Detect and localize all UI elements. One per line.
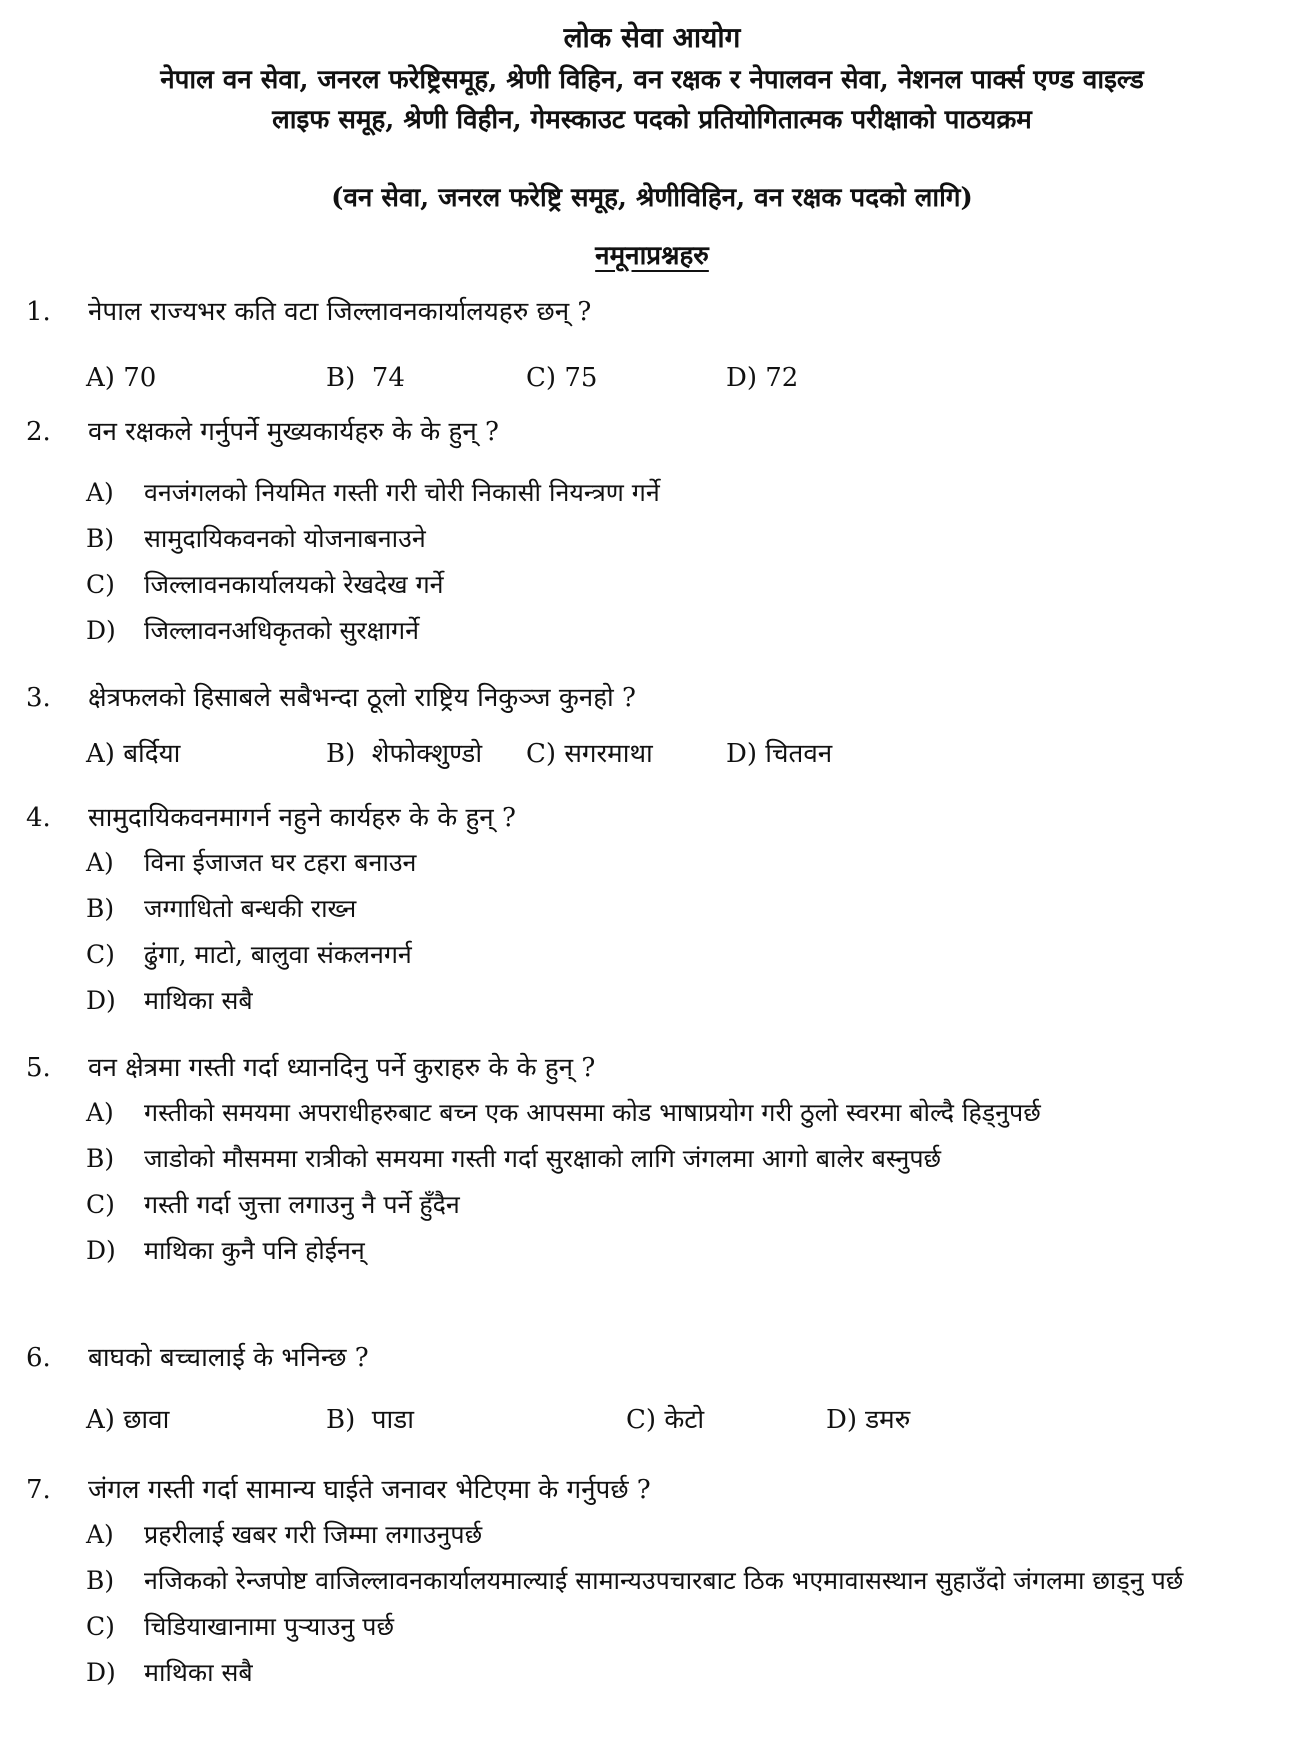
- option-d: D) चितवन: [726, 739, 833, 769]
- question-text: वन रक्षकले गर्नुपर्ने मुख्यकार्यहरु के के हुन् ?: [88, 417, 499, 447]
- option-d: D) डमरु: [826, 1405, 911, 1435]
- question-text: सामुदायिकवनमागर्न नहुने कार्यहरु के के हुन् ?: [88, 803, 516, 833]
- question-text: क्षेत्रफलको हिसाबले सबैभन्दा ठूलो राष्ट्रिय निकुञ्ज कुनहो ?: [88, 683, 636, 713]
- question-4: [0, 796, 1304, 1024]
- question-7: [0, 1468, 1304, 1696]
- option-a: A) गस्तीको समयमा अपराधीहरुबाट बच्न एक आपसमा कोड भाषाप्रयोग गरी ठुलो स्वरमा बोल्दै हिड्नुपर्छ: [86, 1098, 1041, 1127]
- option-b: B) 74: [326, 363, 405, 393]
- section-heading-text: नमूनाप्रश्नहरु: [595, 241, 709, 271]
- option-c: C) गस्ती गर्दा जुत्ता लगाउनु नै पर्ने हुँदैन: [86, 1190, 460, 1219]
- question-1: [0, 290, 1304, 400]
- question-number: 7.: [26, 1475, 51, 1505]
- question-text: वन क्षेत्रमा गस्ती गर्दा ध्यानदिनु पर्ने कुराहरु के के हुन् ?: [88, 1053, 596, 1083]
- syllabus-title-line-2: लाइफ समूह, श्रेणी विहीन, गेमस्काउट पदको प्रतियोगितात्मक परीक्षाको पाठयक्रम: [272, 105, 1032, 135]
- question-text: बाघको बच्चालाई के भनिन्छ ?: [88, 1343, 369, 1373]
- question-6: [0, 1336, 1304, 1442]
- question-3: [0, 676, 1304, 776]
- post-subtitle: (वन सेवा, जनरल फरेष्ट्रि समूह, श्रेणीविहिन, वन रक्षक पदको लागि): [331, 183, 973, 213]
- option-c: C) चिडियाखानामा पुऱ्याउनु पर्छ: [86, 1612, 394, 1641]
- option-a: A) 70: [86, 363, 157, 393]
- option-b: B) सामुदायिकवनको योजनाबनाउने: [86, 524, 426, 553]
- option-b: B) नजिकको रेन्जपोष्ट वाजिल्लावनकार्यालयमाल्याई सामान्यउपचारबाट ठिक भएमावासस्थान सुहाउँदो जंगलमा छाड्नु पर्छ: [86, 1566, 1184, 1595]
- question-text: नेपाल राज्यभर कति वटा जिल्लावनकार्यालयहरु छन् ?: [88, 297, 592, 327]
- section-heading: [0, 236, 1304, 272]
- option-a: A) वनजंगलको नियमित गस्ती गरी चोरी निकासी नियन्त्रण गर्ने: [86, 478, 660, 507]
- question-number: 5.: [26, 1053, 51, 1083]
- option-d: D) माथिका सबै: [86, 1658, 253, 1687]
- option-b: B) जाडोको मौसममा रात्रीको समयमा गस्ती गर्दा सुरक्षाको लागि जंगलमा आगो बालेर बस्नुपर्छ: [86, 1144, 942, 1173]
- option-d: D) जिल्लावनअधिकृतको सुरक्षागर्ने: [86, 616, 419, 645]
- option-c: C) जिल्लावनकार्यालयको रेखदेख गर्ने: [86, 570, 444, 599]
- question-number: 2.: [26, 417, 51, 447]
- option-b: B) शेफोक्शुण्डो: [326, 739, 483, 769]
- option-a: A) छावा: [86, 1405, 170, 1435]
- option-c: C) 75: [526, 363, 598, 393]
- option-c: C) केटो: [626, 1405, 705, 1435]
- question-text: जंगल गस्ती गर्दा सामान्य घाईते जनावर भेटिएमा के गर्नुपर्छ ?: [88, 1475, 651, 1505]
- option-d: D) माथिका सबै: [86, 986, 253, 1015]
- option-b: B) पाडा: [326, 1405, 414, 1435]
- option-c: C) ढुंगा, माटो, बालुवा संकलनगर्न: [86, 940, 412, 969]
- question-number: 4.: [26, 803, 51, 833]
- option-a: A) विना ईजाजत घर टहरा बनाउन: [86, 848, 417, 877]
- option-a: A) प्रहरीलाई खबर गरी जिम्मा लगाउनुपर्छ: [86, 1520, 483, 1549]
- question-2: [0, 410, 1304, 654]
- option-c: C) सगरमाथा: [526, 739, 653, 769]
- syllabus-title-line-1: नेपाल वन सेवा, जनरल फरेष्ट्रिसमूह, श्रेणी विहिन, वन रक्षक र नेपालवन सेवा, नेशनल पार्क्स एण्ड वाइल्ड: [160, 65, 1144, 95]
- org-title: लोक सेवा आयोग: [563, 21, 741, 54]
- option-d: D) 72: [726, 363, 799, 393]
- question-5: [0, 1046, 1304, 1274]
- question-number: 6.: [26, 1343, 51, 1373]
- option-d: D) माथिका कुनै पनि होईनन्: [86, 1236, 365, 1265]
- question-number: 1.: [26, 297, 51, 327]
- option-a: A) बर्दिया: [86, 739, 181, 769]
- option-b: B) जग्गाधितो बन्धकी राख्न: [86, 894, 357, 923]
- question-number: 3.: [26, 683, 51, 713]
